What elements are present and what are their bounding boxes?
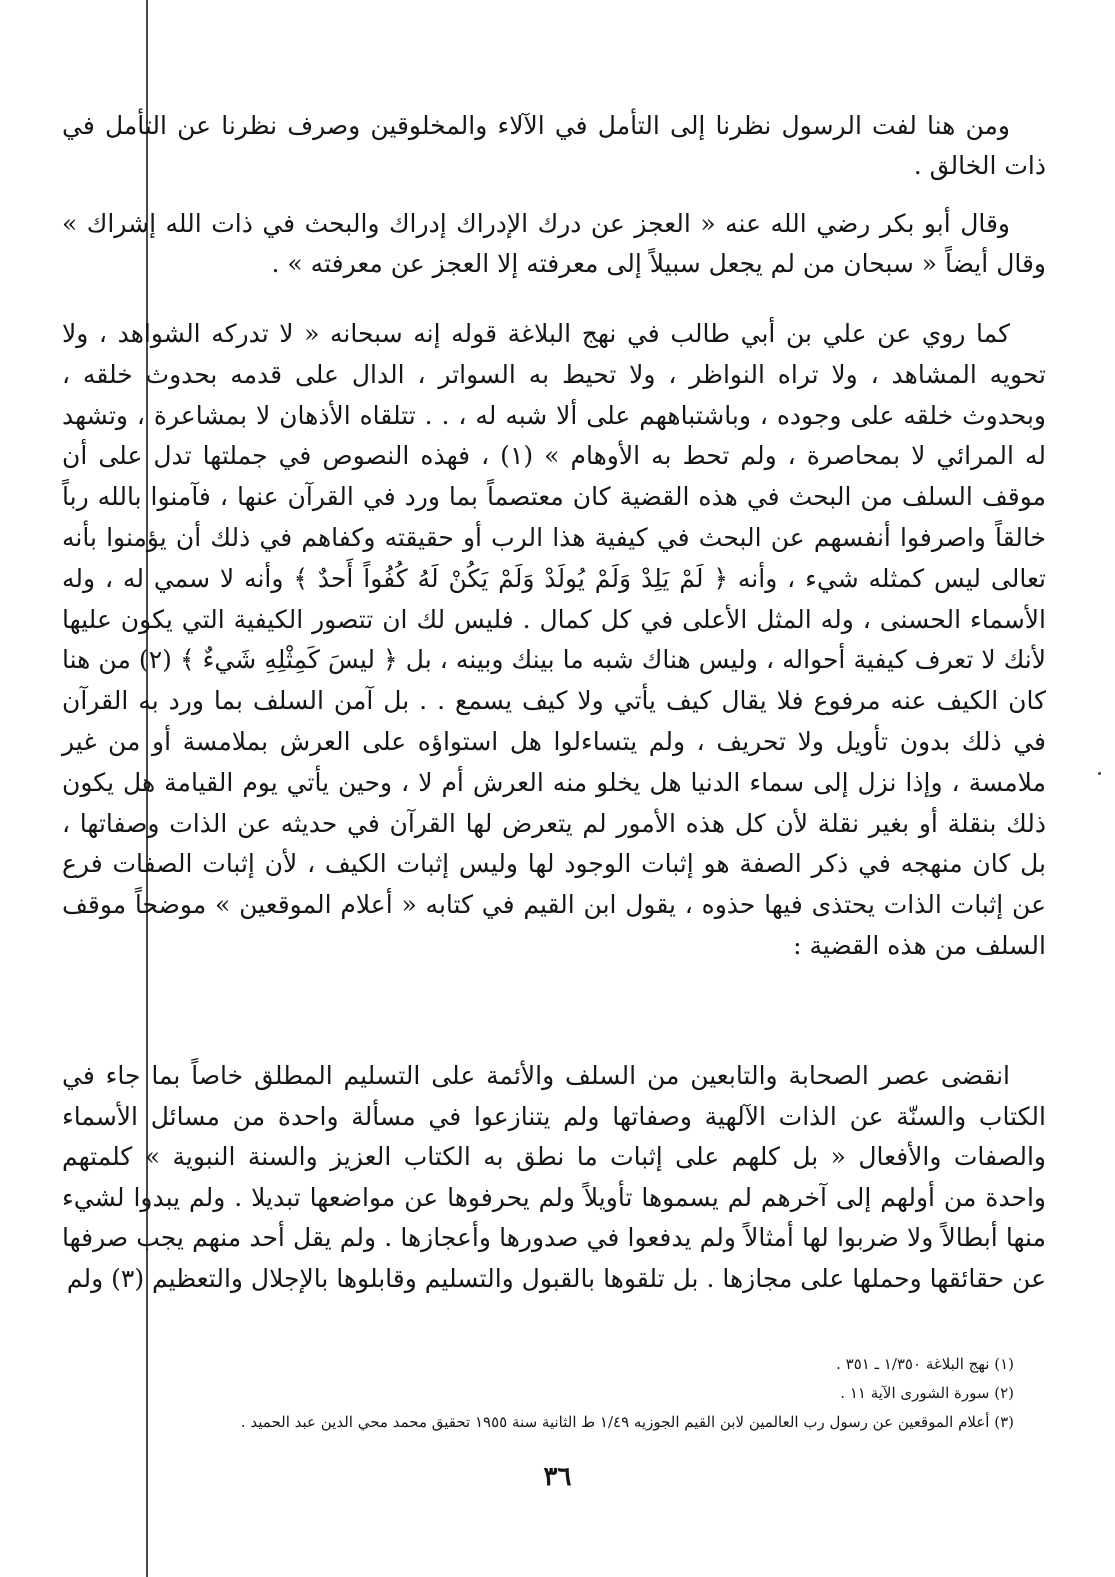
footnotes <box>130 1350 1014 1437</box>
footnote-3: (٣) أعلام الموقعين عن رسول رب العالمين لابن القيم الجوزيه ١/٤٩ ط الثانية سنة ١٩٥٥ تحقيق محمد محي الدين عبد الحميد . <box>240 1413 1014 1431</box>
paragraph-text: وقال أبو بكر رضي الله عنه « العجز عن درك الإدراك إدراك والبحث في ذات الله إشراك » وقال أيضاً « سبحان من لم يجعل سبيلاً إلى معرفته إلا العجز عن معرفته » . <box>62 209 1046 278</box>
body-paragraph-1 <box>62 106 1046 186</box>
body-paragraph-4 <box>62 1056 1046 1299</box>
paragraph-text: كما روي عن علي بن أبي طالب في نهج البلاغة قوله إنه سبحانه « لا تدركه الشواهد ، ولا تحويه المشاهد ، ولا تراه النواظر ، ولا تحيط به السواتر ، الدال على قدمه بحدوث خلقه ، وبحدوث خلقه على وجوده ، وباشتباههم على ألا شبه له ، . . تتلقاه الأذهان لا بمشاعرة ، وتشهد له المرائي لا بمحاصرة ، ولم تحط به الأوهام » (١) ، فهذه النصوص في جملتها تدل على أن موقف السلف من البحث في هذه القضية كان معتصماً بما ورد في القرآن عنها ، فآمنوا بالله رباً خالقاً واصرفوا أنفسهم عن البحث في كيفية هذا الرب أو حقيقته وكفاهم في ذلك أن يؤمنوا بأنه تعالى ليس كمثله شيء ، وأنه ﴿ لَمْ يَلِدْ وَلَمْ يُولَدْ وَلَمْ يَكُنْ لَهُ كُفُواً أَحدٌ ﴾ وأنه لا سمي له ، وله الأسماء الحسنى ، وله المثل الأعلى في كل كمال . فليس لك ان تتصور الكيفية التي يكون عليها لأنك لا تعرف كيفية أحواله ، وليس هناك شبه ما بينك وبينه ، بل ﴿ ليسَ كَمِثْلِهِ شَيءٌ ﴾ (٢) من هنا كان الكيف عنه مرفوع فلا يقال كيف يأتي ولا كيف يسمع . . بل آمن السلف بما ورد به القرآن في ذلك بدون تأويل ولا تحريف ، ولم يتساءلوا هل استواؤه على العرش بملامسة أو من غير ملامسة ، وإذا نزل إلى سماء الدنيا هل يخلو منه العرش أم لا ، وحين يأتي يوم القيامة هل يكون ذلك بنقلة أو بغير نقلة لأن كل هذه الأمور لم يتعرض لها القرآن في حديثه عن الذات وصفاتها ، بل كان منهجه في ذكر الصفة هو إثبات الوجود لها وليس إثبات الكيف ، لأن إثبات الصفات فرع عن إثبات الذات يحتذى فيها حذوه ، يقول ابن القيم في كتابه « أعلام الموقعين » موضحاً موقف السلف من هذه القضية : <box>62 319 1046 960</box>
scan-artifact-dot <box>1098 772 1101 775</box>
footnote-1: (١) نهج البلاغة ١/٣٥٠ ـ ٣٥١ . <box>836 1355 1014 1373</box>
page-number: ٣٦ <box>543 1462 572 1492</box>
footnote-2: (٢) سورة الشورى الآية ١١ . <box>840 1384 1014 1402</box>
paragraph-text: انقضى عصر الصحابة والتابعين من السلف والأئمة على التسليم المطلق خاصاً بما جاء في الكتاب والسنّة عن الذات الآلهية وصفاتها ولم يتنازعوا في مسألة واحدة من مسائل الأسماء والصفات والأفعال « بل كلهم على إثبات ما نطق به الكتاب العزيز والسنة النبوية » كلمتهم واحدة من أولهم إلى آخرهم لم يسموها تأويلاً ولم يحرفوها عن مواضعها تبديلا . ولم يبدوا لشيء منها أبطالاً ولا ضربوا لها أمثالاً ولم يدفعوا في صدورها وأعجازها . ولم يقل أحد منهم يجب صرفها عن حقائقها وحملها على مجازها . بل تلقوها بالقبول والتسليم وقابلوها بالإجلال والتعظيم (٣) ولم <box>62 1061 1046 1293</box>
paragraph-text: ومن هنا لفت الرسول نظرنا إلى التأمل في الآلاء والمخلوقين وصرف نظرنا عن التأمل في ذات الخالق . <box>62 111 1046 180</box>
body-paragraph-3 <box>62 314 1046 967</box>
body-paragraph-2 <box>62 204 1046 284</box>
